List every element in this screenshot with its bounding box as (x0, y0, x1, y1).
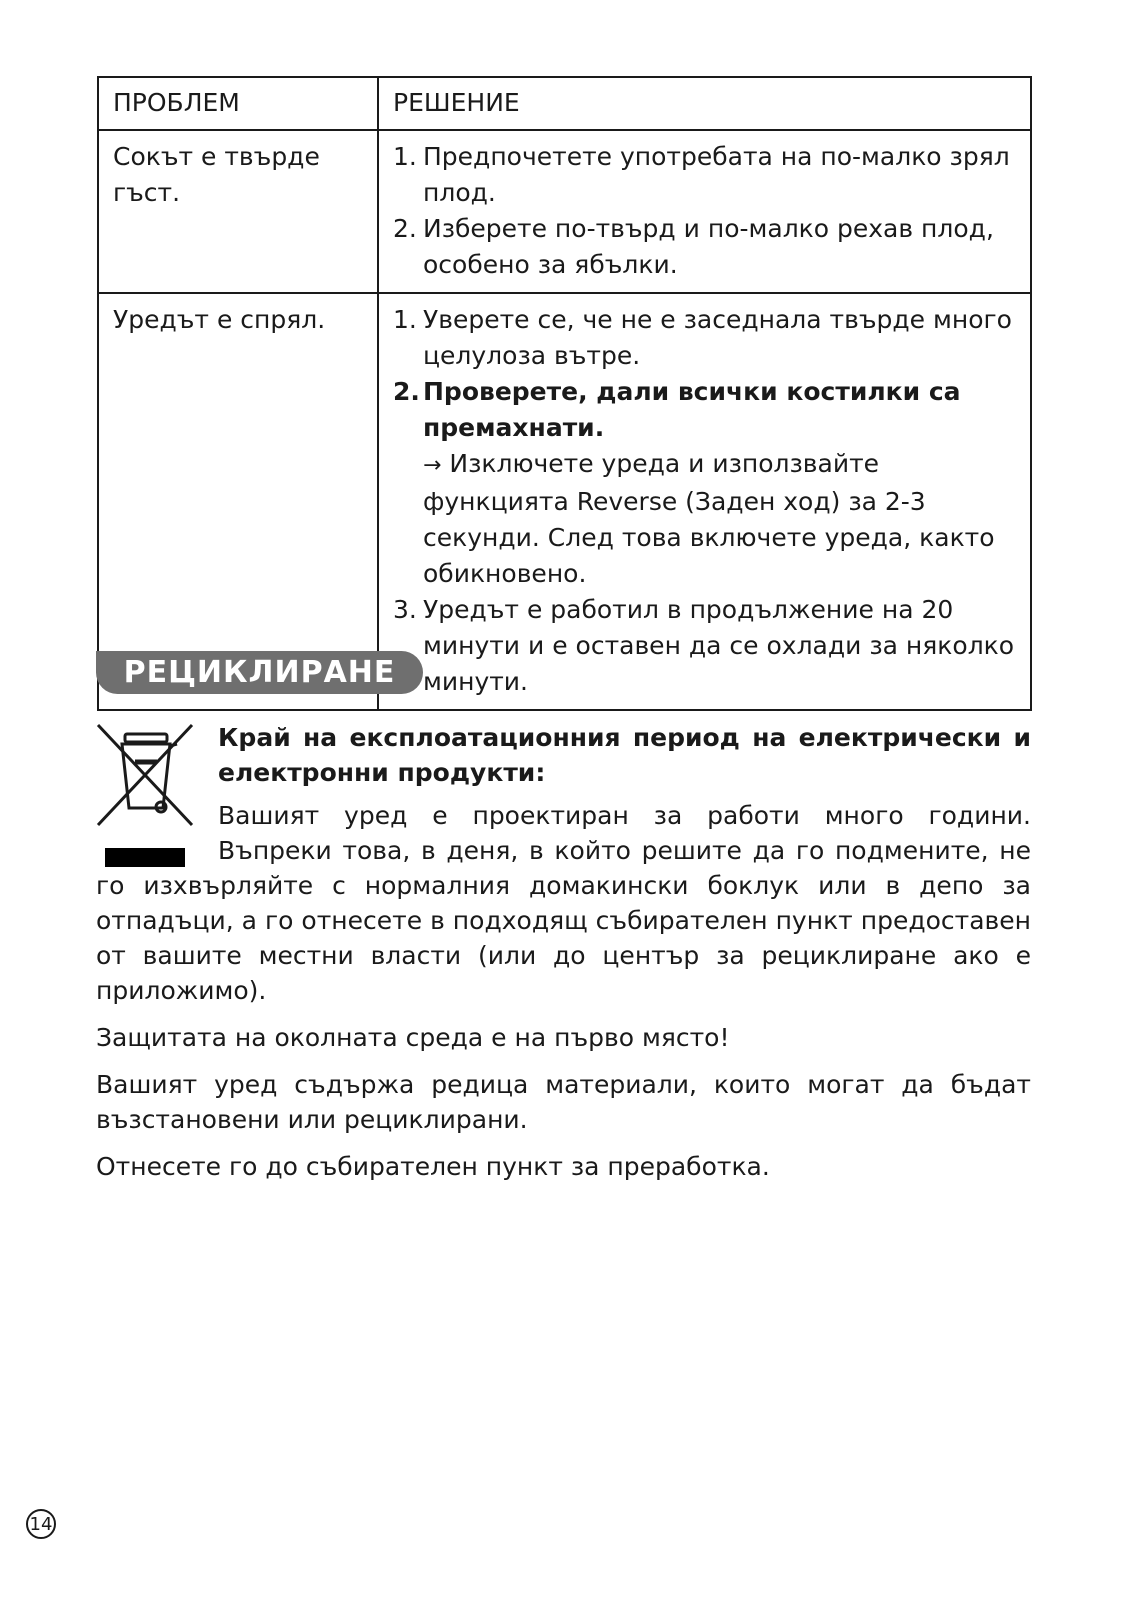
solution-cell (378, 293, 1031, 710)
problem-cell: Уредът е спрял. (98, 293, 378, 710)
step-text: Уредът е работил в продължение на 20 минути и е оставен да се охлади за няколко минути. (423, 595, 1015, 696)
step-note (423, 446, 1016, 592)
step-text: Предпочетете употребата на по-малко зрял плод. (423, 142, 1010, 207)
page-number-text: 14 (29, 1513, 53, 1535)
table-row (98, 293, 1031, 710)
step-text: Изберете по-твърд и по-малко рехав плод, особено за ябълки. (423, 214, 994, 279)
recycling-paragraph: Отнесете го до събирателен пункт за преработка. (96, 1152, 770, 1181)
section-title: РЕЦИКЛИРАНЕ (123, 655, 396, 690)
solution-step (393, 302, 1016, 374)
step-number: 3. (393, 595, 417, 624)
troubleshooting-table (97, 76, 1032, 711)
step-text-block (423, 374, 1016, 592)
step-number: 2. (393, 377, 420, 406)
solution-step (393, 592, 1016, 700)
solution-step (393, 211, 1016, 283)
table-row (98, 130, 1031, 293)
header-solution: РЕШЕНИЕ (378, 77, 1031, 130)
solution-step (393, 374, 1016, 592)
recycling-subheading: Край на експлоатационния период на електрически и електронни продукти: (218, 723, 1031, 787)
solution-step (393, 139, 1016, 211)
step-number: 1. (393, 305, 417, 334)
solution-list (393, 302, 1016, 700)
step-number: 2. (393, 214, 417, 243)
solution-list (393, 139, 1016, 283)
recycling-text (96, 720, 1031, 1184)
problem-cell: Сокът е твърде гъст. (98, 130, 378, 293)
arrow-right-icon: → (423, 453, 442, 478)
section-header-recycling (96, 651, 423, 694)
recycling-paragraph: Вашият уред е проектиран за работи много години. Въпреки това, в деня, в който решите да го подмените, не го изхвърляйте с нормалния домакински боклук или в депо за отпадъци, а го отнесете в подходящ събирателен пункт предоставен от вашите местни власти (или до център за рециклиране ако е приложимо). (96, 801, 1031, 1005)
page-number (26, 1509, 56, 1539)
table-header-row (98, 77, 1031, 130)
header-problem: ПРОБЛЕМ (98, 77, 378, 130)
step-number: 1. (393, 142, 417, 171)
step-text: Проверете, дали всички костилки са премахнати. (423, 377, 961, 442)
recycling-paragraph: Защитата на околната среда е на първо място! (96, 1023, 730, 1052)
solution-cell (378, 130, 1031, 293)
step-note-text: Изключете уреда и използвайте функцията Reverse (Заден ход) за 2-3 секунди. След това включете уреда, както обикновено. (423, 449, 995, 588)
recycling-paragraph: Вашият уред съдържа редица материали, които могат да бъдат възстановени или рециклирани. (96, 1070, 1031, 1134)
step-text: Уверете се, че не е заседнала твърде много целулоза вътре. (423, 305, 1012, 370)
